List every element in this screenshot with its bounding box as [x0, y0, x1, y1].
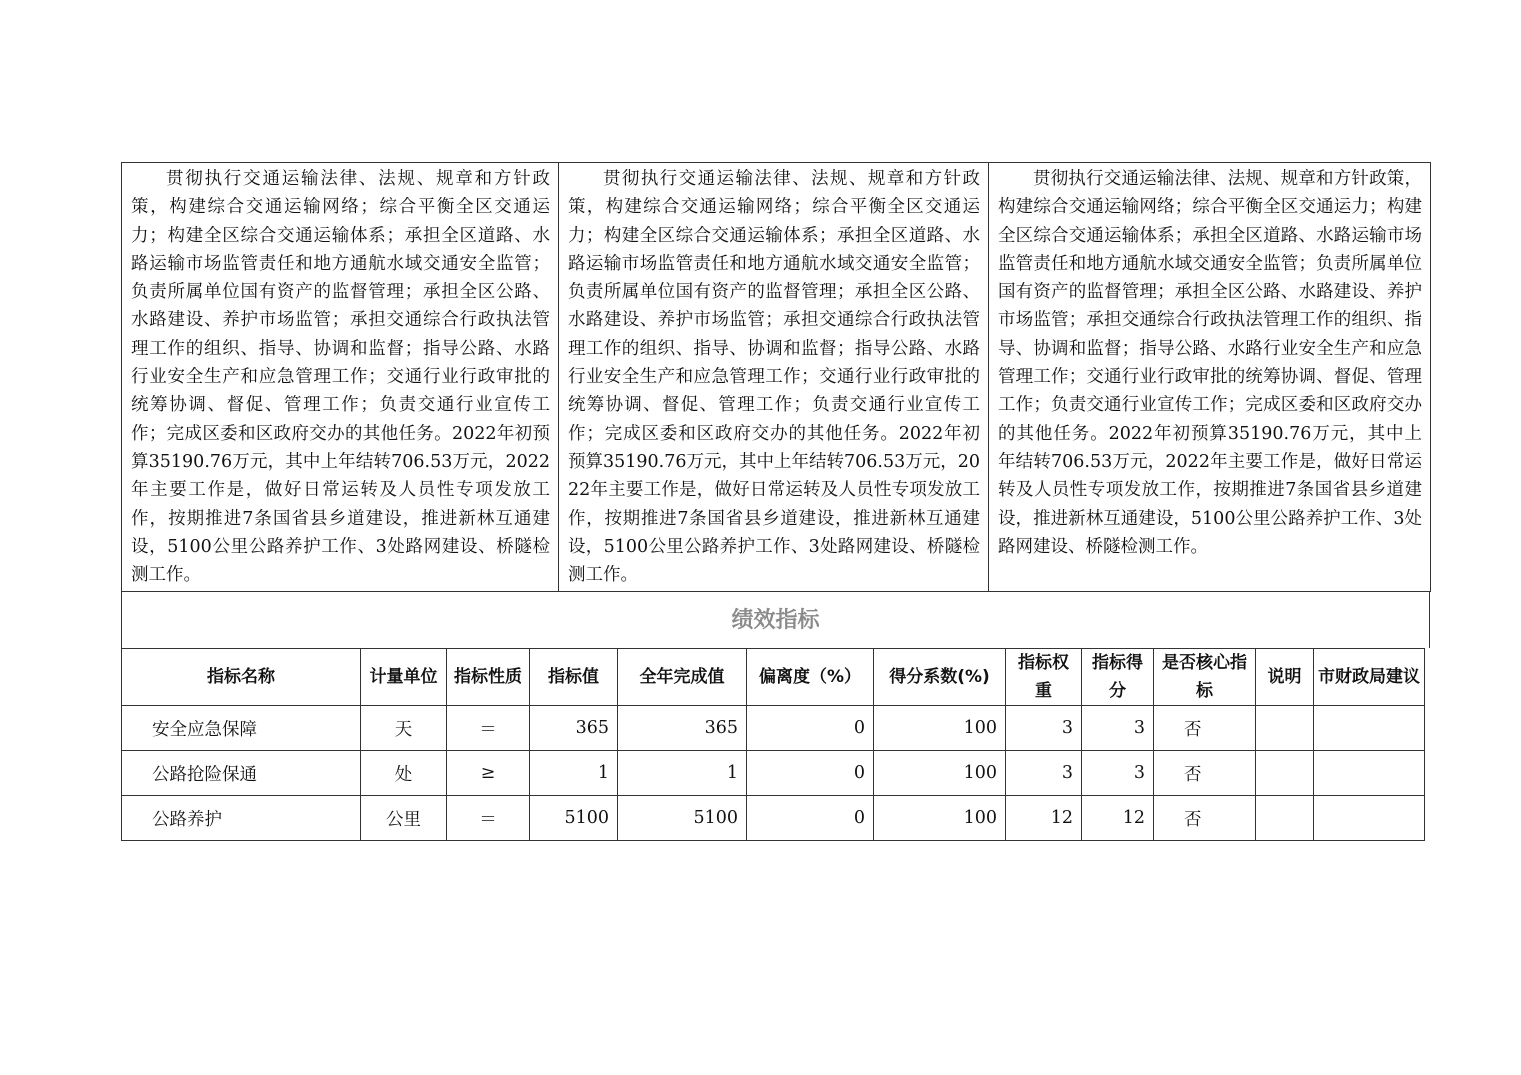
- header-finance-advice: 市财政局建议: [1314, 649, 1425, 706]
- header-explanation: 说明: [1256, 649, 1314, 706]
- header-nature: 指标性质: [447, 649, 530, 706]
- header-indicator-name: 指标名称: [122, 649, 361, 706]
- cell-target-value: 1: [530, 751, 618, 796]
- description-cell-1: 贯彻执行交通运输法律、法规、规章和方针政策，构建综合交通运输网络；综合平衡全区交通运力；构建全区综合交通运输体系；承担全区道路、水路运输市场监管责任和地方通航水域交通安全监管；负责所属单位国有资产的监督管理；承担全区公路、水路建设、养护市场监管；承担交通综合行政执法管理工作的组织、指导、协调和监督；指导公路、水路行业安全生产和应急管理工作；交通行业行政审批的统筹协调、督促、管理工作；负责交通行业宣传工作；完成区委和区政府交办的其他任务。2022年初预算35190.76万元，其中上年结转706.53万元，2022年主要工作是，做好日常运转及人员性专项发放工作，按期推进7条国省县乡道建设，推进新林互通建设，5100公里公路养护工作、3处路网建设、桥隧检测工作。: [122, 163, 559, 592]
- cell-score-coefficient: 100: [874, 796, 1006, 841]
- cell-weight: 3: [1006, 706, 1082, 751]
- description-cell-2: 贯彻执行交通运输法律、法规、规章和方针政策，构建综合交通运输网络；综合平衡全区交通运力；构建全区综合交通运输体系；承担全区道路、水路运输市场监管责任和地方通航水域交通安全监管；负责所属单位国有资产的监督管理；承担全区公路、水路建设、养护市场监管；承担交通综合行政执法管理工作的组织、指导、协调和监督；指导公路、水路行业安全生产和应急管理工作；交通行业行政审批的统筹协调、督促、管理工作；负责交通行业宣传工作；完成区委和区政府交办的其他任务。2022年初预算35190.76万元，其中上年结转706.53万元，2022年主要工作是，做好日常运转及人员性专项发放工作，按期推进7条国省县乡道建设，推进新林互通建设，5100公里公路养护工作、3处路网建设、桥隧检测工作。: [559, 163, 989, 592]
- cell-annual-completion: 365: [618, 706, 747, 751]
- cell-explanation: [1256, 706, 1314, 751]
- cell-weight: 12: [1006, 796, 1082, 841]
- header-score: 指标得分: [1082, 649, 1154, 706]
- cell-finance-advice: [1314, 796, 1425, 841]
- cell-is-core: 否: [1154, 706, 1256, 751]
- header-score-coefficient: 得分系数(%): [874, 649, 1006, 706]
- cell-nature: ≥: [447, 751, 530, 796]
- table-row: [122, 751, 1425, 796]
- cell-unit: 天: [361, 706, 447, 751]
- header-is-core: 是否核心指标: [1154, 649, 1256, 706]
- section-title: 绩效指标: [121, 592, 1430, 648]
- cell-finance-advice: [1314, 706, 1425, 751]
- cell-score-coefficient: 100: [874, 706, 1006, 751]
- metrics-header-row: [122, 649, 1425, 706]
- cell-score: 3: [1082, 706, 1154, 751]
- cell-weight: 3: [1006, 751, 1082, 796]
- cell-explanation: [1256, 751, 1314, 796]
- metrics-table: [121, 648, 1425, 841]
- cell-indicator-name: 公路养护: [122, 796, 361, 841]
- table-row: [122, 706, 1425, 751]
- cell-indicator-name: 安全应急保障: [122, 706, 361, 751]
- cell-explanation: [1256, 796, 1314, 841]
- cell-nature: ＝: [447, 706, 530, 751]
- cell-is-core: 否: [1154, 751, 1256, 796]
- table-row: [122, 796, 1425, 841]
- cell-unit: 处: [361, 751, 447, 796]
- cell-nature: ＝: [447, 796, 530, 841]
- cell-score-coefficient: 100: [874, 751, 1006, 796]
- header-unit: 计量单位: [361, 649, 447, 706]
- cell-annual-completion: 5100: [618, 796, 747, 841]
- cell-deviation: 0: [747, 796, 874, 841]
- description-row: [122, 163, 1431, 592]
- cell-deviation: 0: [747, 706, 874, 751]
- cell-is-core: 否: [1154, 796, 1256, 841]
- cell-target-value: 5100: [530, 796, 618, 841]
- cell-score: 3: [1082, 751, 1154, 796]
- header-target-value: 指标值: [530, 649, 618, 706]
- header-weight: 指标权重: [1006, 649, 1082, 706]
- description-cell-3: 贯彻执行交通运输法律、法规、规章和方针政策，构建综合交通运输网络；综合平衡全区交通运力；构建全区综合交通运输体系；承担全区道路、水路运输市场监管责任和地方通航水域交通安全监管；负责所属单位国有资产的监督管理；承担全区公路、水路建设、养护市场监管；承担交通综合行政执法管理工作的组织、指导、协调和监督；指导公路、水路行业安全生产和应急管理工作；交通行业行政审批的统筹协调、督促、管理工作；负责交通行业宣传工作；完成区委和区政府交办的其他任务。2022年初预算35190.76万元，其中上年结转706.53万元，2022年主要工作是，做好日常运转及人员性专项发放工作，按期推进7条国省县乡道建设，推进新林互通建设，5100公里公路养护工作、3处路网建设、桥隧检测工作。: [989, 163, 1431, 592]
- cell-indicator-name: 公路抢险保通: [122, 751, 361, 796]
- header-deviation: 偏离度（%）: [747, 649, 874, 706]
- cell-deviation: 0: [747, 751, 874, 796]
- cell-annual-completion: 1: [618, 751, 747, 796]
- document-body: [121, 162, 1431, 841]
- description-table: [121, 162, 1431, 592]
- cell-target-value: 365: [530, 706, 618, 751]
- cell-finance-advice: [1314, 751, 1425, 796]
- cell-score: 12: [1082, 796, 1154, 841]
- header-annual-completion: 全年完成值: [618, 649, 747, 706]
- cell-unit: 公里: [361, 796, 447, 841]
